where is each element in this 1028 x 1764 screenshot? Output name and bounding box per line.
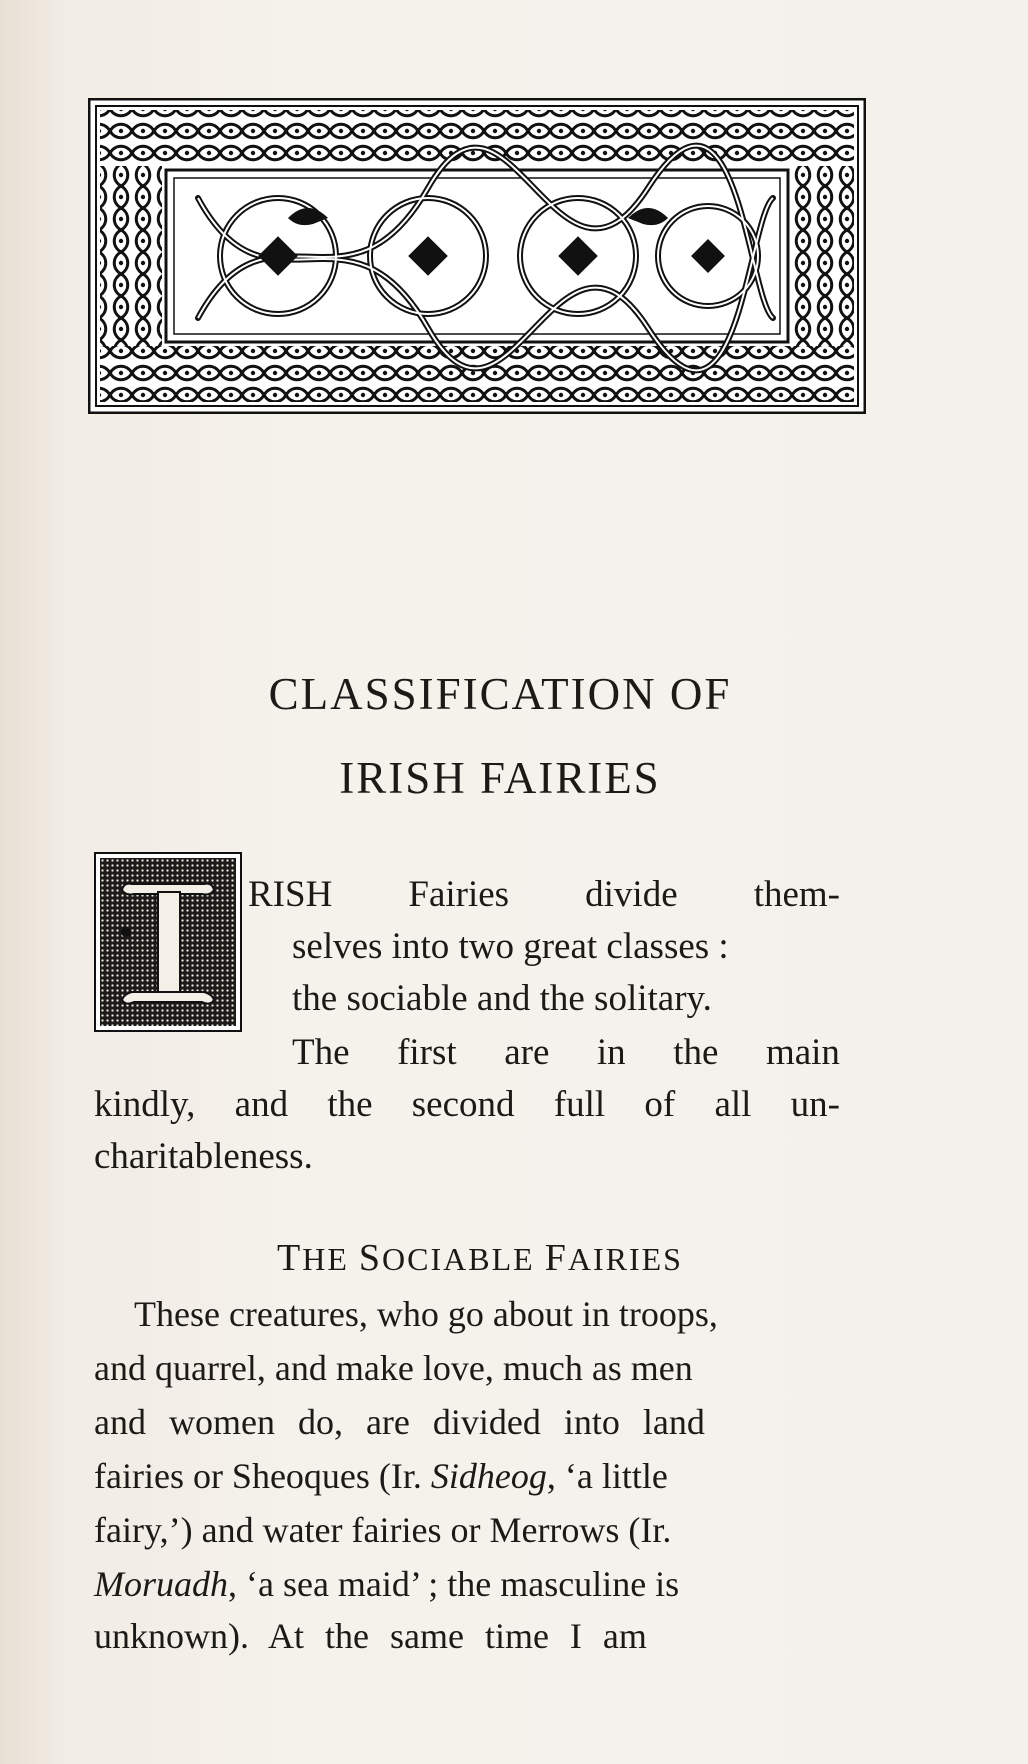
chapter-title-line-2: IRISH FAIRIES [339,753,661,803]
intro-line-1: RISH Fairies divide them- [248,874,840,915]
intro-line-6: charitableness. [94,1136,313,1177]
body-line-3: and women do, are divided into land [94,1402,705,1442]
intro-line-5: kindly, and the second full of all un- [94,1084,840,1125]
body-line-5: fairy,’) and water fairies or Merrows (Ir. [94,1510,672,1550]
body-line-2: and quarrel, and make love, much as men [94,1348,693,1388]
body-line-6: Moruadh, ‘a sea maid’ ; the masculine is [94,1564,680,1604]
intro-line-3: the sociable and the solitary. [292,978,712,1019]
body-line-4: fairies or Sheoques (Ir. Sidheog, ‘a little [94,1456,668,1496]
chapter-title-line-1: CLASSIFICATION OF [268,669,732,719]
intro-line-4: The first are in the main [292,1032,840,1073]
intro-line-2: selves into two great classes : [292,926,729,967]
section-heading: THE SOCIABLE FAIRIES [277,1237,683,1279]
body-line-7: unknown). At the same time I am [94,1616,647,1656]
drop-cap-initial [94,852,242,1032]
celtic-knot-ornament-icon [88,98,866,414]
body-line-1: These creatures, who go about in troops, [134,1294,718,1334]
